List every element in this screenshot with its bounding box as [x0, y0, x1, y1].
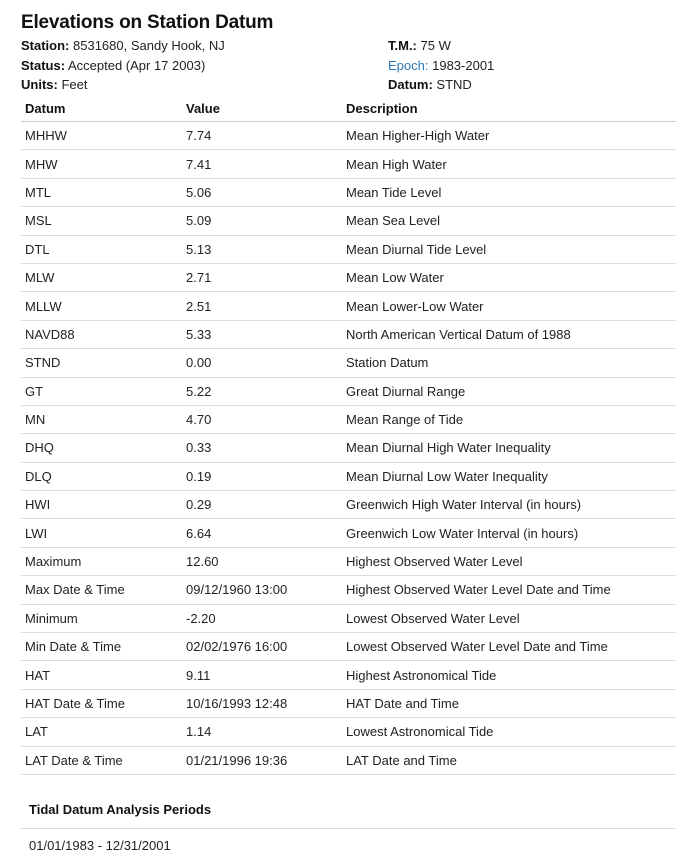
- description-cell: Station Datum: [342, 349, 676, 377]
- value-cell: 2.51: [182, 292, 342, 320]
- value-cell: 01/21/1996 19:36: [182, 746, 342, 774]
- tm-label: T.M.:: [388, 38, 417, 53]
- status-value: Accepted (Apr 17 2003): [67, 57, 206, 73]
- value-cell: 09/12/1960 13:00: [182, 576, 342, 604]
- datum-cell: Min Date & Time: [21, 633, 182, 661]
- datum-cell[interactable]: STND: [21, 349, 182, 377]
- table-row: [21, 689, 676, 717]
- datum-cell[interactable]: HWI: [21, 491, 182, 519]
- description-cell: Mean Sea Level: [342, 207, 676, 235]
- description-cell: Great Diurnal Range: [342, 377, 676, 405]
- datum-cell[interactable]: MLLW: [21, 292, 182, 320]
- datum-cell: LAT Date & Time: [21, 746, 182, 774]
- datum-cell[interactable]: MLW: [21, 263, 182, 291]
- table-row: [21, 576, 676, 604]
- value-cell: 6.64: [182, 519, 342, 547]
- status-row: [21, 56, 361, 76]
- period-value: 01/01/1983 - 12/31/2001: [29, 838, 171, 850]
- value-cell: 5.22: [182, 377, 342, 405]
- datum-cell[interactable]: MHHW: [21, 122, 182, 150]
- table-row: [21, 320, 676, 348]
- header-value: Value: [182, 95, 342, 122]
- datum-cell[interactable]: HAT: [21, 661, 182, 689]
- description-cell: Mean Range of Tide: [342, 405, 676, 433]
- table-row: [21, 235, 676, 263]
- datum-cell: Minimum: [21, 604, 182, 632]
- epoch-link[interactable]: Epoch:: [388, 57, 429, 73]
- table-row: [21, 434, 676, 462]
- station-row: [21, 36, 361, 56]
- datum-cell: Maximum: [21, 547, 182, 575]
- table-row: [21, 661, 676, 689]
- page-title: Elevations on Station Datum: [21, 12, 274, 33]
- datum-cell[interactable]: DHQ: [21, 434, 182, 462]
- table-row: [21, 150, 676, 178]
- value-cell: 12.60: [182, 547, 342, 575]
- description-cell: HAT Date and Time: [342, 689, 676, 717]
- table-row: [21, 349, 676, 377]
- table-row: [21, 491, 676, 519]
- description-cell: Mean Low Water: [342, 263, 676, 291]
- header-description: Description: [342, 95, 676, 122]
- station-value: 8531680, Sandy Hook, NJ: [73, 38, 225, 53]
- table-row: [21, 547, 676, 575]
- datum-table-body: [21, 122, 676, 775]
- units-value: Feet: [61, 77, 88, 92]
- description-cell: Greenwich Low Water Interval (in hours): [342, 519, 676, 547]
- value-cell: -2.20: [182, 604, 342, 632]
- description-cell: Lowest Observed Water Level Date and Time: [342, 633, 676, 661]
- description-cell: Lowest Observed Water Level: [342, 604, 676, 632]
- value-cell: 2.71: [182, 263, 342, 291]
- table-row: [21, 746, 676, 774]
- description-cell: Mean High Water: [342, 150, 676, 178]
- datum-cell[interactable]: MHW: [21, 150, 182, 178]
- value-cell: 7.74: [182, 122, 342, 150]
- table-row: [21, 292, 676, 320]
- datum-cell[interactable]: NAVD88: [21, 320, 182, 348]
- description-cell: Mean Higher-High Water: [342, 122, 676, 150]
- table-row: [21, 462, 676, 490]
- datum-value: STND: [436, 77, 472, 92]
- description-cell: Highest Astronomical Tide: [342, 661, 676, 689]
- tm-row: [388, 36, 668, 56]
- epoch-value: 1983-2001: [432, 57, 495, 73]
- datum-cell[interactable]: MTL: [21, 178, 182, 206]
- description-cell: Mean Diurnal High Water Inequality: [342, 434, 676, 462]
- datum-cell: HAT Date & Time: [21, 689, 182, 717]
- table-row: [21, 718, 676, 746]
- datum-cell[interactable]: LWI: [21, 519, 182, 547]
- value-cell: 7.41: [182, 150, 342, 178]
- table-row: [21, 207, 676, 235]
- datum-cell[interactable]: MSL: [21, 207, 182, 235]
- value-cell: 02/02/1976 16:00: [182, 633, 342, 661]
- table-row: [21, 377, 676, 405]
- table-header-row: [21, 95, 676, 122]
- table-row: [21, 604, 676, 632]
- datum-table: [21, 95, 676, 775]
- value-cell: 5.09: [182, 207, 342, 235]
- value-cell: 10/16/1993 12:48: [182, 689, 342, 717]
- value-cell: 0.00: [182, 349, 342, 377]
- header-datum: Datum: [21, 95, 182, 122]
- datum-cell[interactable]: MN: [21, 405, 182, 433]
- value-cell: 0.33: [182, 434, 342, 462]
- description-cell: Mean Tide Level: [342, 178, 676, 206]
- value-cell: 0.29: [182, 491, 342, 519]
- units-label: Units:: [21, 77, 58, 92]
- datum-label: Datum:: [388, 77, 433, 92]
- periods-title: Tidal Datum Analysis Periods: [29, 802, 212, 817]
- datum-cell[interactable]: LAT: [21, 718, 182, 746]
- epoch-row: [388, 56, 668, 76]
- periods-divider: [21, 828, 676, 829]
- description-cell: Lowest Astronomical Tide: [342, 718, 676, 746]
- station-meta-right: [388, 36, 668, 95]
- station-label: Station:: [21, 38, 70, 53]
- table-row: [21, 122, 676, 150]
- value-cell: 5.33: [182, 320, 342, 348]
- description-cell: Highest Observed Water Level Date and Time: [342, 576, 676, 604]
- description-cell: Mean Diurnal Low Water Inequality: [342, 462, 676, 490]
- status-label: Status:: [21, 57, 66, 73]
- value-cell: 0.19: [182, 462, 342, 490]
- table-row: [21, 405, 676, 433]
- value-cell: 5.13: [182, 235, 342, 263]
- datum-cell: Max Date & Time: [21, 576, 182, 604]
- description-cell: Mean Diurnal Tide Level: [342, 235, 676, 263]
- table-row: [21, 178, 676, 206]
- description-cell: North American Vertical Datum of 1988: [342, 320, 676, 348]
- description-cell: Mean Lower-Low Water: [342, 292, 676, 320]
- datum-cell[interactable]: GT: [21, 377, 182, 405]
- value-cell: 5.06: [182, 178, 342, 206]
- description-cell: Highest Observed Water Level: [342, 547, 676, 575]
- datum-row: [388, 75, 668, 95]
- table-row: [21, 633, 676, 661]
- table-row: [21, 519, 676, 547]
- station-meta-left: [21, 36, 361, 95]
- datum-cell[interactable]: DTL: [21, 235, 182, 263]
- units-row: [21, 75, 361, 95]
- value-cell: 9.11: [182, 661, 342, 689]
- value-cell: 1.14: [182, 718, 342, 746]
- tm-value: 75 W: [420, 38, 451, 53]
- description-cell: LAT Date and Time: [342, 746, 676, 774]
- value-cell: 4.70: [182, 405, 342, 433]
- table-row: [21, 263, 676, 291]
- description-cell: Greenwich High Water Interval (in hours): [342, 491, 676, 519]
- datum-cell[interactable]: DLQ: [21, 462, 182, 490]
